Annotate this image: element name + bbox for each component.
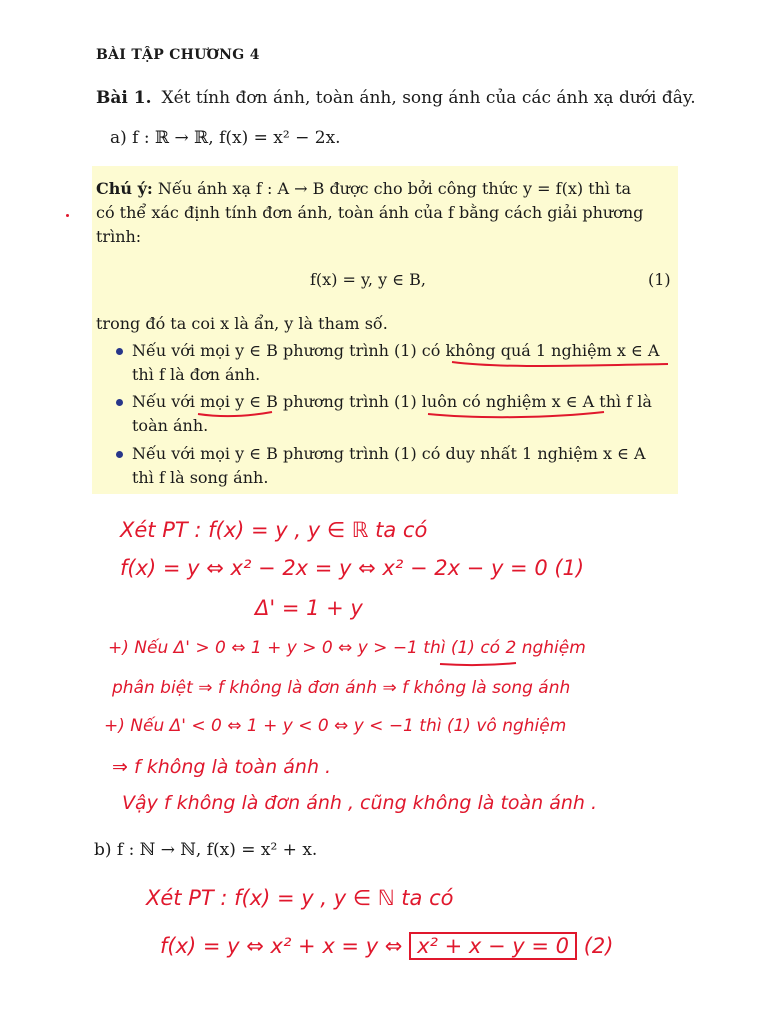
bullet-2-line-1: Nếu với mọi y ∈ B phương trình (1) luôn có nghiệm x ∈ A thì f là — [132, 392, 652, 411]
underline-moi-y — [198, 412, 272, 416]
hw-line-b2 — [160, 934, 613, 958]
bullet-1-line-1: Nếu với mọi y ∈ B phương trình (1) có không quá 1 nghiệm x ∈ A — [132, 341, 660, 360]
underline-y-gt-minus-1 — [440, 663, 516, 665]
note-equation-number: (1) — [648, 270, 671, 289]
hw-line-a3: Δ' = 1 + y — [255, 596, 363, 620]
hw-b2-left: f(x) = y ⇔ x² + x = y ⇔ — [160, 934, 403, 958]
bullet-1-line-2: thì f là đơn ánh. — [132, 365, 261, 384]
note-title: Chú ý: — [96, 179, 153, 198]
part-b-statement: b) f : ℕ → ℕ, f(x) = x² + x. — [94, 840, 318, 860]
part-a-statement: a) f : ℝ → ℝ, f(x) = x² − 2x. — [110, 128, 341, 148]
note-equation: f(x) = y, y ∈ B, — [310, 270, 426, 289]
note-text-1: Nếu ánh xạ f : A → B được cho bởi công thức y = f(x) thì ta — [157, 179, 632, 198]
bullet-3-line-2: thì f là song ánh. — [132, 468, 269, 487]
hw-line-a5: phân biệt ⇒ f không là đơn ánh ⇒ f không là song ánh — [112, 678, 571, 698]
problem-text: Xét tính đơn ánh, toàn ánh, song ánh của các ánh xạ dưới đây. — [161, 88, 696, 108]
hw-line-a2: f(x) = y ⇔ x² − 2x = y ⇔ x² − 2x − y = 0 (1) — [120, 556, 585, 580]
underline-luon-co-nghiem — [428, 412, 604, 417]
note-line-2: có thể xác định tính đơn ánh, toàn ánh của f bằng cách giải phương — [96, 203, 644, 222]
problem-label: Bài 1. — [96, 88, 152, 108]
bullet-3-line-1: Nếu với mọi y ∈ B phương trình (1) có duy nhất 1 nghiệm x ∈ A — [132, 444, 646, 463]
bullet-2-line-2: toàn ánh. — [132, 416, 209, 435]
note-line-3: trình: — [96, 227, 142, 246]
hw-b2-number: (2) — [583, 934, 614, 958]
note-line-4: trong đó ta coi x là ẩn, y là tham số. — [96, 314, 388, 333]
hw-line-a1: Xét PT : f(x) = y , y ∈ ℝ ta có — [120, 518, 428, 542]
hw-line-b1: Xét PT : f(x) = y , y ∈ ℕ ta có — [146, 886, 454, 910]
chapter-title: BÀI TẬP CHƯƠNG 4 — [96, 47, 260, 63]
hw-line-a4: +) Nếu Δ' > 0 ⇔ 1 + y > 0 ⇔ y > −1 thì (1) có 2 nghiệm — [108, 638, 586, 658]
hw-line-a8: Vậy f không là đơn ánh , cũng không là toàn ánh . — [122, 792, 598, 814]
hw-line-a7: ⇒ f không là toàn ánh . — [112, 756, 332, 778]
underline-khong-qua-1-nghiem — [452, 362, 668, 366]
hw-b2-boxed-equation: x² + x − y = 0 — [409, 932, 577, 960]
hw-line-a6: +) Nếu Δ' < 0 ⇔ 1 + y < 0 ⇔ y < −1 thì (1) vô nghiệm — [104, 716, 567, 736]
